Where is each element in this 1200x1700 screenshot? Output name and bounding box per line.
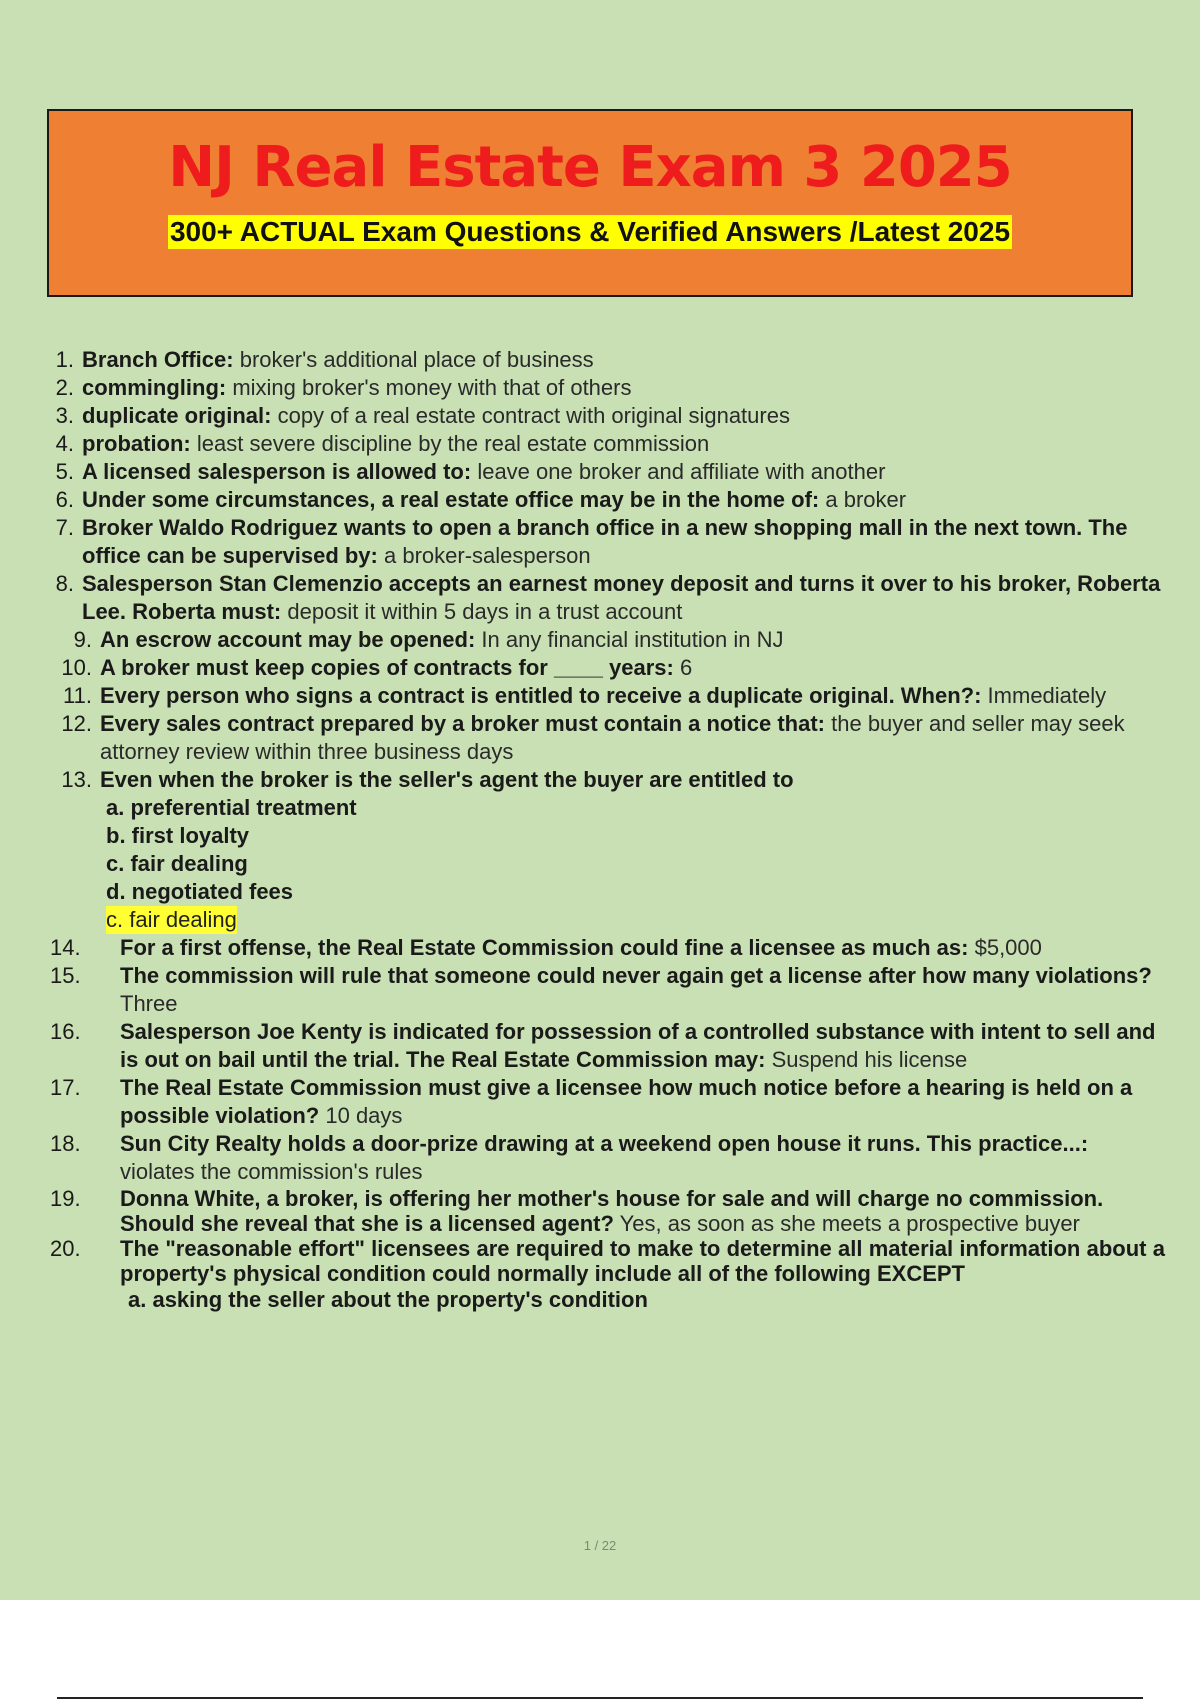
item-number: 11.: [63, 683, 92, 708]
answer-text: Yes, as soon as she meets a prospective buyer: [613, 1211, 1080, 1236]
item-number: 6.: [55, 487, 74, 512]
item-number: 20.: [50, 1236, 81, 1261]
question-text: Sun City Realty holds a door-prize drawing at a weekend open house it runs. This practice...:: [120, 1131, 1089, 1156]
item-number: 2.: [55, 375, 74, 400]
answer-text: copy of a real estate contract with original signatures: [271, 403, 790, 428]
item-number: 12.: [61, 711, 92, 736]
answer-text: broker's additional place of business: [233, 347, 594, 372]
answer-text: In any financial institution in NJ: [475, 627, 784, 652]
answer-text: deposit it within 5 days in a trust account: [281, 599, 683, 624]
option-d: d. negotiated fees: [106, 879, 294, 904]
list-item: [50, 1236, 1165, 1286]
answer-text: a broker: [819, 487, 907, 512]
item-number: 1.: [55, 347, 74, 372]
item-number: 15.: [50, 963, 81, 988]
item-number: 13.: [61, 767, 92, 792]
question-text: A licensed salesperson is allowed to:: [82, 459, 472, 484]
item-number: 17.: [50, 1075, 81, 1100]
item-number: 7.: [55, 515, 74, 540]
list-item: [50, 710, 1165, 766]
answer-text: mixing broker's money with that of others: [226, 375, 632, 400]
option-c: c. fair dealing: [106, 851, 248, 876]
question-text: Branch Office:: [82, 347, 234, 372]
divider-line: [57, 1697, 1143, 1699]
question-text: A broker must keep copies of contracts for ____ years:: [100, 655, 674, 680]
option-b: b. first loyalty: [106, 823, 250, 848]
item-number: 3.: [55, 403, 74, 428]
page-subtitle: 300+ ACTUAL Exam Questions & Verified Answers /Latest 2025: [169, 216, 1011, 247]
question-text: duplicate original:: [82, 403, 272, 428]
question-text: Every person who signs a contract is entitled to receive a duplicate original. When?:: [100, 683, 982, 708]
question-text: Broker Waldo Rodriguez wants to open a branch office in a new shopping mall in the next town. The office can be supervised by:: [82, 515, 1128, 568]
answer-text: 6: [673, 655, 693, 680]
item-number: 8.: [55, 571, 74, 596]
list-item: [50, 458, 1165, 486]
answer-text: Immediately: [981, 683, 1107, 708]
list-item: [50, 374, 1165, 402]
answer-text: a broker-salesperson: [377, 543, 591, 568]
item-number: 9.: [73, 627, 92, 652]
page-title: NJ Real Estate Exam 3 2025: [168, 135, 1012, 200]
question-text: The "reasonable effort" licensees are required to make to determine all material information about a property's physical condition could normally include all of the following EXCEPT: [120, 1236, 1165, 1286]
question-text: commingling:: [82, 375, 227, 400]
question-list: [50, 346, 1165, 1314]
list-item: [50, 626, 1165, 654]
option-a: a. preferential treatment: [106, 795, 357, 820]
answer-text: the buyer and seller may seek attorney review within three business days: [100, 711, 1125, 764]
question-text: Even when the broker is the seller's agent the buyer are entitled to: [100, 767, 794, 792]
list-item: [50, 514, 1165, 570]
question-text: Salesperson Stan Clemenzio accepts an earnest money deposit and turns it over to his broker, Roberta Lee. Roberta must:: [82, 571, 1161, 624]
list-item: [50, 1130, 1165, 1186]
list-item: [50, 766, 1165, 794]
item-number: 4.: [55, 431, 74, 456]
question-text: Under some circumstances, a real estate office may be in the home of:: [82, 487, 820, 512]
item-number: 14.: [50, 935, 81, 960]
question-text: The Real Estate Commission must give a licensee how much notice before a hearing is held on a possible violation?: [120, 1075, 1133, 1128]
question-text: Salesperson Joe Kenty is indicated for possession of a controlled substance with intent to sell and is out on bail until the trial. The Real Estate Commission may:: [120, 1019, 1156, 1072]
question-text: An escrow account may be opened:: [100, 627, 476, 652]
answer-text: Three: [120, 991, 178, 1016]
item-number: 5.: [55, 459, 74, 484]
list-item: [50, 346, 1165, 374]
list-item: [50, 962, 1165, 1018]
title-banner: [47, 109, 1133, 297]
item-number: 10.: [61, 655, 92, 680]
list-item: [50, 682, 1165, 710]
option-a: a. asking the seller about the property's condition: [128, 1287, 648, 1312]
answer-text: Suspend his license: [765, 1047, 968, 1072]
item-number: 16.: [50, 1019, 81, 1044]
list-item: [50, 570, 1165, 626]
answer-text: leave one broker and affiliate with another: [471, 459, 886, 484]
list-item: [50, 934, 1165, 962]
answer-text: 10 days: [319, 1103, 403, 1128]
list-item: [50, 430, 1165, 458]
list-item: [50, 654, 1165, 682]
question-text: probation:: [82, 431, 191, 456]
item-number: 18.: [50, 1131, 81, 1156]
page-number: 1 / 22: [583, 1538, 617, 1553]
answer-text: $5,000: [968, 935, 1042, 960]
answer-text: least severe discipline by the real estate commission: [190, 431, 710, 456]
highlighted-answer: c. fair dealing: [106, 907, 237, 932]
list-item: [50, 486, 1165, 514]
list-item: [50, 1186, 1165, 1236]
question-text: Every sales contract prepared by a broker must contain a notice that:: [100, 711, 826, 736]
item-number: 19.: [50, 1186, 81, 1211]
question-text: Donna White, a broker, is offering her mother's house for sale and will charge no commission. Should she reveal that she is a licensed agent?: [120, 1186, 1104, 1236]
answer-text: violates the commission's rules: [120, 1159, 423, 1184]
question-text: For a first offense, the Real Estate Commission could fine a licensee as much as:: [120, 935, 969, 960]
list-item: [50, 1018, 1165, 1074]
question-text: The commission will rule that someone could never again get a license after how many violations?: [120, 963, 1152, 988]
list-item: [50, 1074, 1165, 1130]
list-item: [50, 402, 1165, 430]
